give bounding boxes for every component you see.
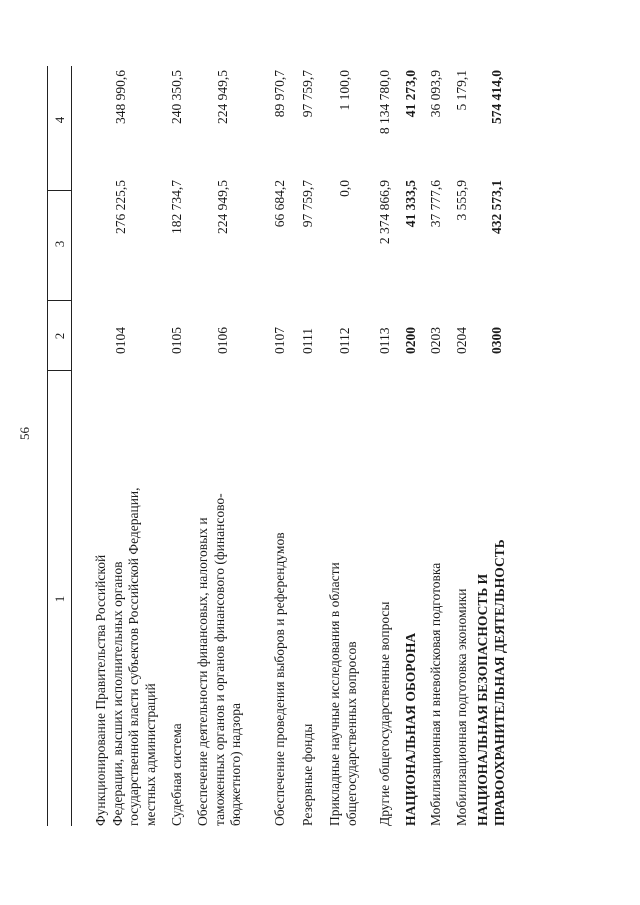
row-value-col4: 41 273,0	[403, 70, 418, 118]
row-value-col3: 3 555,9	[454, 180, 469, 221]
row-value-col4: 574 414,0	[489, 70, 504, 124]
row-value-col3: 432 573,1	[489, 180, 504, 234]
row-value-col4: 89 970,7	[272, 70, 287, 118]
row-value-col4: 36 093,9	[428, 70, 443, 118]
row-code: 0111	[300, 328, 315, 354]
row-value-col4: 97 759,7	[300, 70, 315, 118]
row-value-col4: 240 350,5	[169, 70, 184, 124]
header-col-2: 2	[52, 332, 67, 340]
row-value-col3: 0,0	[337, 180, 352, 197]
row-value-col4: 348 990,6	[113, 70, 128, 124]
row-code: 0200	[403, 327, 418, 354]
header-rule-top	[47, 66, 48, 826]
row-value-col3: 182 734,7	[169, 180, 184, 234]
column-separator-3	[47, 190, 71, 191]
row-code: 0203	[428, 327, 443, 354]
rotated-table	[47, 66, 532, 826]
header-col-4: 4	[52, 116, 67, 124]
page-number: 56	[17, 427, 32, 440]
row-name: НАЦИОНАЛЬНАЯ ОБОРОНА	[403, 632, 418, 826]
row-code: 0106	[215, 327, 230, 354]
row-value-col3: 97 759,7	[300, 180, 315, 228]
row-name: Обеспечение деятельности финансовых, налоговых и таможенных органов и органов финансового (финансово-бюджетного) надзора	[195, 493, 244, 826]
row-name: Резервные фонды	[300, 723, 315, 826]
row-code: 0204	[454, 327, 469, 354]
row-code: 0107	[272, 327, 287, 354]
row-name: Обеспечение проведения выборов и референдумов	[272, 532, 287, 826]
row-name: Судебная система	[169, 723, 184, 826]
row-name: Мобилизационная и вневойсковая подготовка	[428, 562, 443, 826]
header-col-1: 1	[52, 595, 67, 603]
row-name: Другие общегосударственные вопросы	[377, 601, 392, 826]
row-code: 0104	[113, 327, 128, 354]
column-separator-2	[47, 300, 71, 301]
row-value-col4: 5 179,1	[454, 70, 469, 111]
column-separator-1	[47, 370, 71, 371]
row-name: НАЦИОНАЛЬНАЯ БЕЗОПАСНОСТЬ И ПРАВООХРАНИТЕЛЬНАЯ ДЕЯТЕЛЬНОСТЬ	[475, 539, 507, 826]
row-value-col4: 224 949,5	[215, 70, 230, 124]
row-value-col3: 276 225,5	[113, 180, 128, 234]
row-name: Прикладные научные исследования в области общегосударственных вопросов	[327, 562, 359, 826]
row-code: 0112	[337, 327, 352, 354]
row-value-col4: 8 134 780,0	[377, 70, 392, 135]
row-name: Функционирование Правительства Российской Федерации, высших исполнительных органов государственной власти субъектов Российской Федерации, местных администраций	[93, 487, 159, 826]
header-col-3: 3	[52, 240, 67, 248]
row-value-col3: 66 684,2	[272, 180, 287, 228]
row-code: 0113	[377, 327, 392, 354]
row-code: 0105	[169, 327, 184, 354]
row-name: Мобилизационная подготовка экономики	[454, 588, 469, 826]
row-value-col3: 37 777,6	[428, 180, 443, 228]
row-value-col4: 1 100,0	[337, 70, 352, 111]
header-rule-bottom	[71, 66, 72, 826]
row-value-col3: 2 374 866,9	[377, 180, 392, 245]
row-value-col3: 224 949,5	[215, 180, 230, 234]
row-code: 0300	[489, 327, 504, 354]
row-value-col3: 41 333,5	[403, 180, 418, 228]
